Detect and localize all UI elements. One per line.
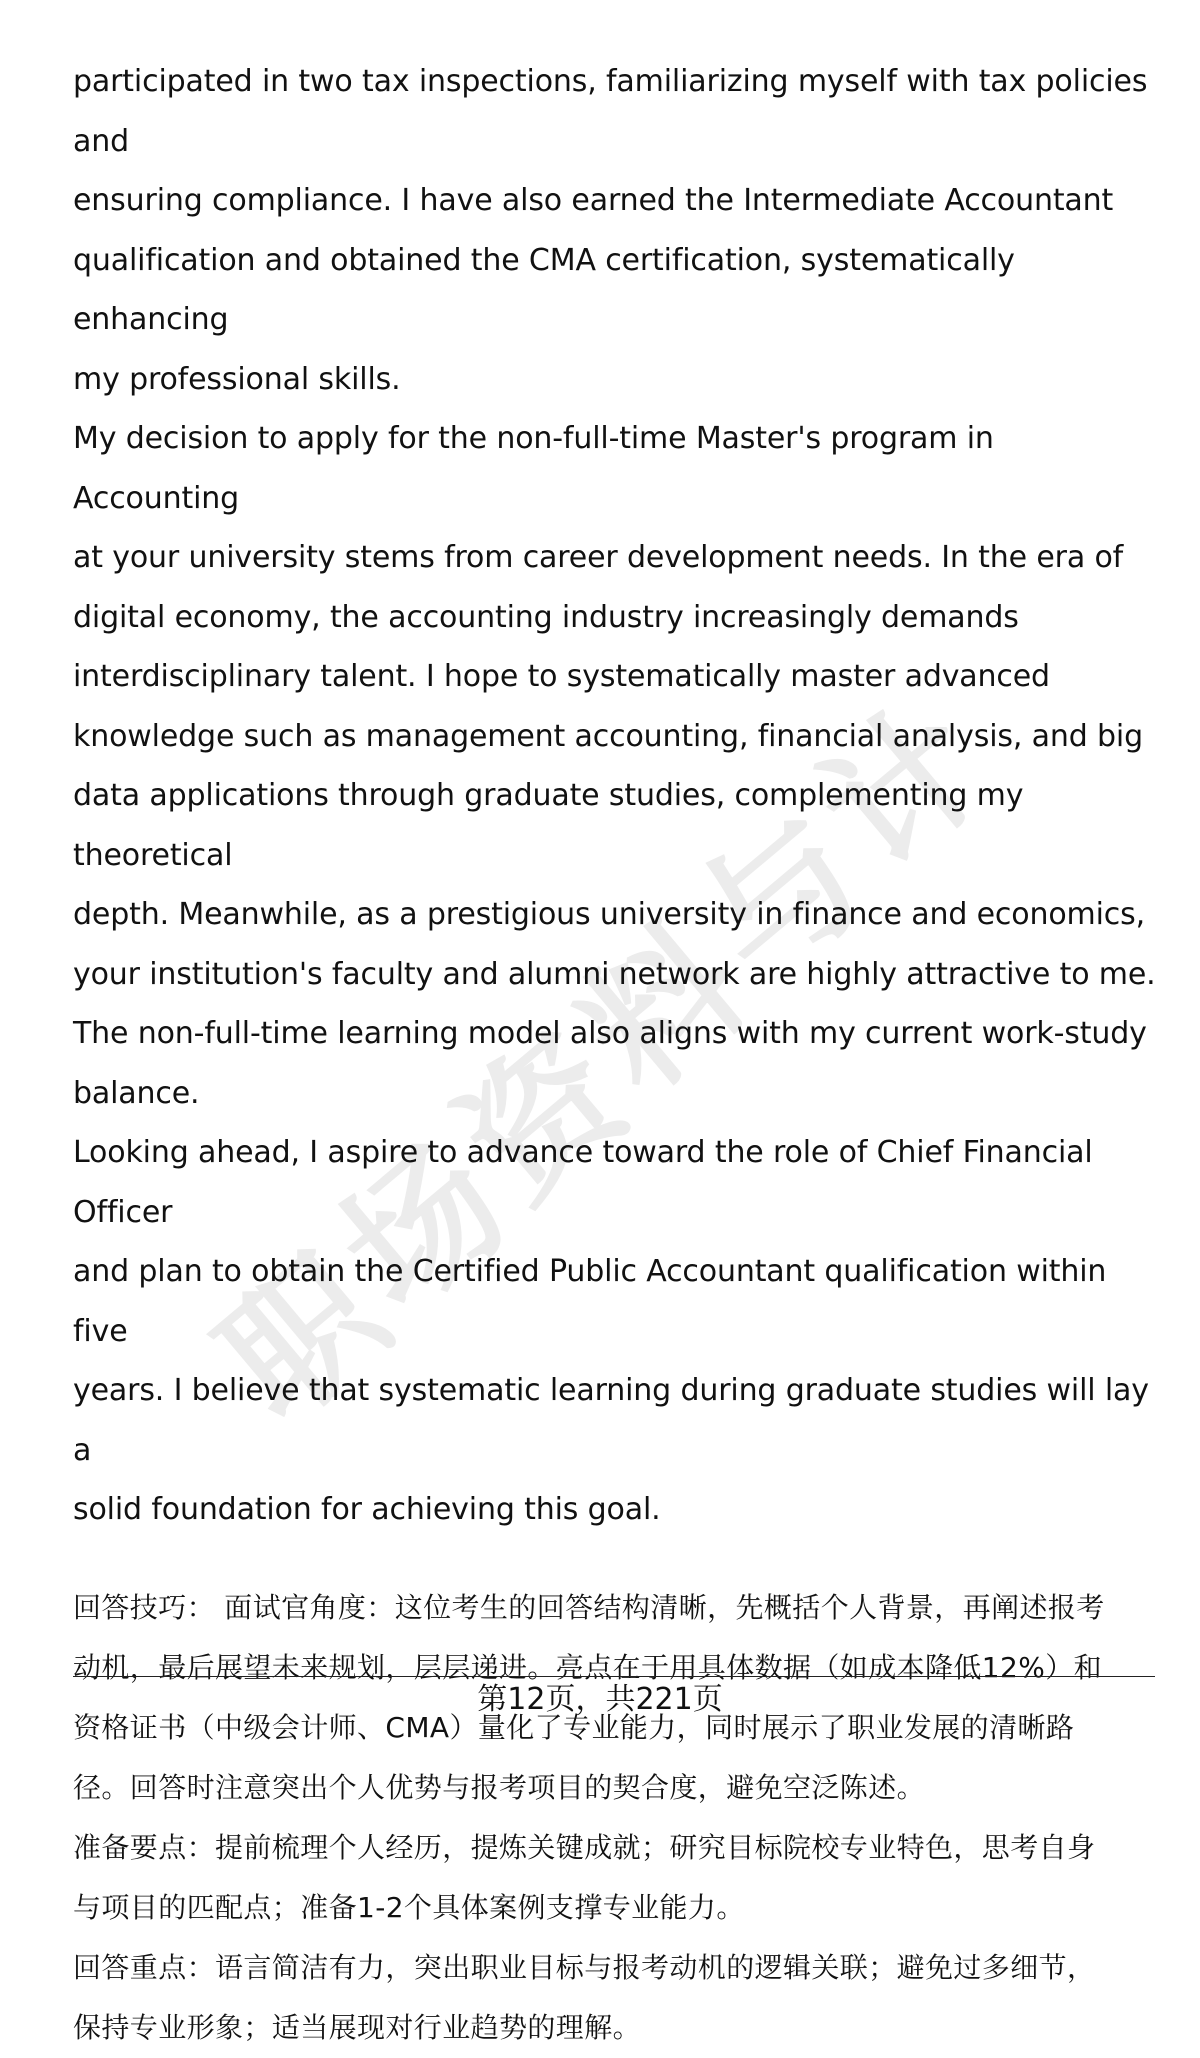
tip-line: 与项目的匹配点；准备1-2个具体案例支撑专业能力。	[73, 1890, 745, 1924]
text-line: depth. Meanwhile, as a prestigious university in finance and economics,	[73, 897, 1145, 932]
watermark-char: 计	[790, 673, 1018, 904]
watermark-char: 与	[670, 783, 898, 1014]
text-line: at your university stems from career development needs. In the era of	[73, 540, 1124, 575]
tip-line: 回答重点：语言简洁有力，突出职业目标与报考动机的逻辑关联；避免过多细节，	[73, 1950, 1096, 1984]
watermark-char: 职	[190, 1223, 418, 1454]
text-line: my professional skills.	[73, 361, 401, 397]
text-line: years. I believe that systematic learning during graduate studies will lay a	[73, 1373, 1149, 1468]
text-line: your institution's faculty and alumni network are highly attractive to me.	[73, 956, 1156, 992]
page-number: 第12页，共221页	[477, 1682, 723, 1717]
text-line: interdisciplinary talent. I hope to systematically master advanced	[73, 659, 1050, 694]
text-line: qualification and obtained the CMA certification, systematically enhancing	[73, 242, 1015, 337]
tip-line: 保持专业形象；适当展现对行业趋势的理解。	[73, 2010, 642, 2044]
text-line: and plan to obtain the Certified Public Accountant qualification within five	[73, 1254, 1107, 1349]
watermark-char: 资	[430, 1003, 658, 1234]
document-page	[73, 52, 1163, 2058]
text-line: balance.	[73, 1075, 200, 1111]
english-answer	[73, 52, 1163, 1540]
text-line: knowledge such as management accounting, financial analysis, and big	[73, 718, 1143, 754]
tip-line: 资格证书（中级会计师、CMA）量化了专业能力，同时展示了职业发展的清晰路	[73, 1710, 1075, 1744]
answer-tips	[73, 1578, 1163, 2058]
tip-line: 径。回答时注意突出个人优势与报考项目的契合度，避免空泛陈述。	[73, 1770, 926, 1804]
text-line: digital economy, the accounting industry increasingly demands	[73, 599, 1019, 635]
watermark-char: 料	[550, 893, 778, 1124]
watermark-char: 场	[310, 1113, 538, 1344]
text-line: The non-full-time learning model also aligns with my current work-study	[73, 1016, 1147, 1051]
text-line: data applications through graduate studies, complementing my theoretical	[73, 778, 1024, 873]
text-line: Looking ahead, I aspire to advance toward the role of Chief Financial Officer	[73, 1135, 1093, 1230]
tip-line: 动机，最后展望未来规划，层层递进。亮点在于用具体数据（如成本降低12%）和	[73, 1650, 1103, 1684]
text-line: My decision to apply for the non-full-time Master's program in Accounting	[73, 421, 994, 516]
footer-divider	[73, 1676, 1155, 1677]
text-line: solid foundation for achieving this goal.	[73, 1492, 661, 1527]
tip-line: 回答技巧： 面试官角度：这位考生的回答结构清晰，先概括个人背景，再阐述报考	[73, 1590, 1105, 1624]
tip-line: 准备要点：提前梳理个人经历，提炼关键成就；研究目标院校专业特色，思考自身	[73, 1830, 1096, 1864]
text-line: ensuring compliance. I have also earned the Intermediate Accountant	[73, 183, 1114, 218]
text-line: participated in two tax inspections, familiarizing myself with tax policies and	[73, 64, 1148, 159]
